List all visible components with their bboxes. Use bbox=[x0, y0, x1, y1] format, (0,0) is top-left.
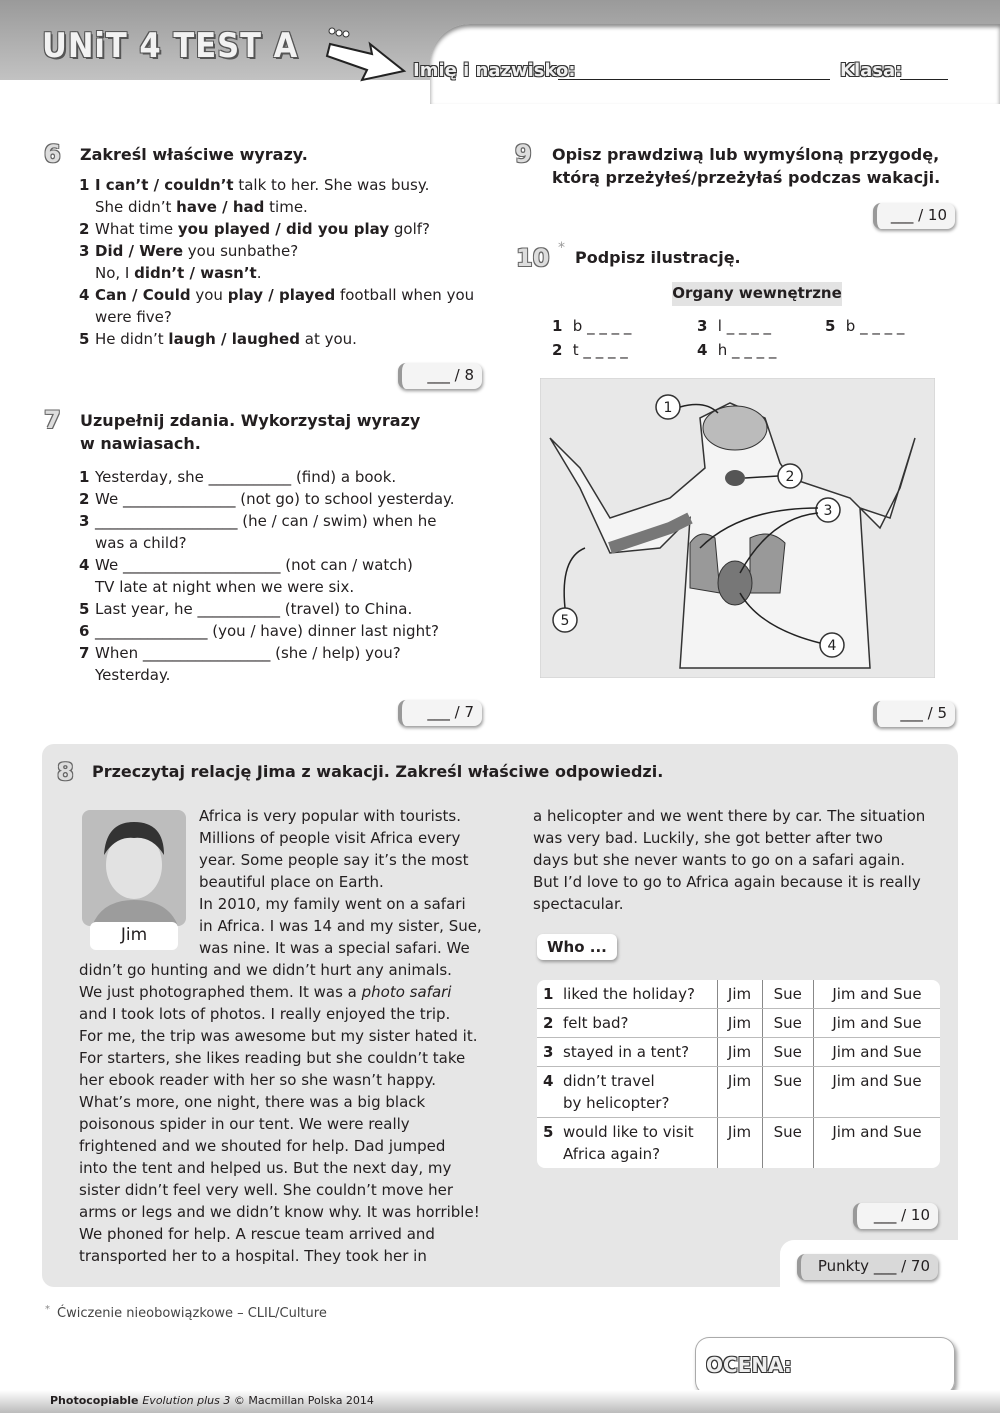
item-hint: h _ _ _ _ bbox=[717, 341, 777, 359]
callout-1: 1 bbox=[663, 400, 673, 416]
exercise-9-score: ___ / 10 bbox=[873, 203, 955, 229]
item-line bbox=[79, 328, 474, 350]
label-item bbox=[552, 315, 631, 337]
item-hint: l _ _ _ _ bbox=[717, 317, 772, 335]
passage-segment: We just photographed them. It was a bbox=[79, 983, 362, 1001]
passage-line: year. Some people say it’s the most bbox=[199, 851, 469, 869]
passage-line: Africa is very popular with tourists. bbox=[199, 807, 462, 825]
item-text: What time bbox=[95, 220, 178, 238]
optional-star: * bbox=[558, 240, 565, 256]
exercise-8-score: ___ / 10 bbox=[853, 1203, 938, 1229]
exercise-10-title: Podpisz ilustrację. bbox=[575, 248, 741, 267]
item-number: 3 bbox=[79, 512, 90, 530]
item-text: TV late at night when we were six. bbox=[95, 578, 355, 596]
item-text: were five? bbox=[95, 308, 172, 326]
item-number: 5 bbox=[825, 317, 836, 335]
exercise-number: 8 bbox=[57, 758, 74, 786]
item-line bbox=[79, 284, 474, 306]
callout-4: 4 bbox=[827, 638, 837, 654]
answer-option[interactable]: Jim and Sue bbox=[813, 1038, 940, 1067]
passage-line: frightened and we shouted for help. Dad jumped bbox=[79, 1137, 446, 1155]
passage-line: Millions of people visit Africa every bbox=[199, 829, 461, 847]
item-text: football when you bbox=[335, 286, 475, 304]
choice-option: didn’t / wasn’t bbox=[134, 264, 257, 282]
item-hint: t _ _ _ _ bbox=[572, 341, 628, 359]
table-row bbox=[537, 980, 940, 1009]
label-item bbox=[552, 339, 628, 361]
item-number: 4 bbox=[697, 341, 708, 359]
item-text: Yesterday. bbox=[95, 666, 171, 684]
passage-line: days but she never wants to go on a safari again. bbox=[533, 851, 906, 869]
passage-line: into the tent and helped us. But the next day, my bbox=[79, 1159, 452, 1177]
passage-line: poisonous spider in our tent. We were really bbox=[79, 1115, 410, 1133]
exercise-7-score: ___ / 7 bbox=[398, 700, 482, 726]
passage-line: a helicopter and we went there by car. The situation bbox=[533, 807, 926, 825]
exercise-9-title: którą przeżyłeś/przeżyłaś podczas wakacji. bbox=[552, 168, 941, 187]
footer-part: Evolution plus 3 bbox=[142, 1394, 231, 1407]
item-line bbox=[79, 174, 474, 196]
passage-line: didn’t go hunting and we didn’t hurt any animals. bbox=[79, 961, 452, 979]
exercise-number: 6 bbox=[44, 140, 61, 168]
footer-part: Photocopiable bbox=[50, 1394, 143, 1407]
answer-option[interactable]: Jim bbox=[717, 980, 762, 1009]
item-line bbox=[79, 554, 455, 576]
passage-text bbox=[533, 805, 925, 915]
passage-segment: photo safari bbox=[361, 983, 452, 1001]
choice-option: Can / Could bbox=[95, 286, 191, 304]
question-text: felt bad? bbox=[563, 1014, 629, 1032]
item-line bbox=[79, 466, 455, 488]
exercise-7-title: Uzupełnij zdania. Wykorzystaj wyrazy bbox=[80, 411, 421, 430]
question-text: didn’t travel bbox=[563, 1072, 655, 1090]
question-text: by helicopter? bbox=[563, 1094, 670, 1112]
question-cell bbox=[537, 1009, 717, 1038]
passage-line: was nine. It was a special safari. We bbox=[199, 939, 470, 957]
answer-option[interactable]: Jim and Sue bbox=[813, 1067, 940, 1118]
answer-option[interactable]: Jim and Sue bbox=[813, 1009, 940, 1038]
item-text: was a child? bbox=[95, 534, 187, 552]
item-number: 5 bbox=[79, 600, 90, 618]
passage-line: For starters, she likes reading but she couldn’t take bbox=[79, 1049, 466, 1067]
body-organs-illustration bbox=[540, 378, 935, 678]
item-line bbox=[79, 532, 455, 554]
passage-line: transported her to a hospital. They took her in bbox=[79, 1247, 427, 1265]
class-field[interactable] bbox=[900, 78, 948, 80]
footnote: Ćwiczenie nieobowiązkowe – CLIL/Culture bbox=[57, 1306, 327, 1321]
item-line bbox=[79, 642, 455, 664]
answer-table bbox=[537, 980, 940, 1168]
item-text: Last year, he ___________ (travel) to China. bbox=[95, 600, 413, 618]
passage-line: But I’d love to go to Africa again because it is really bbox=[533, 873, 921, 891]
answer-option[interactable]: Sue bbox=[762, 1009, 813, 1038]
word-box-label: Organy wewnętrzne bbox=[672, 282, 842, 306]
passage-line: sister didn’t feel very well. She couldn’t move her bbox=[79, 1181, 454, 1199]
passage-line: beautiful place on Earth. bbox=[199, 873, 384, 891]
item-number: 5 bbox=[543, 1123, 554, 1141]
answer-option[interactable]: Sue bbox=[762, 1067, 813, 1118]
item-line bbox=[79, 262, 474, 284]
item-number: 1 bbox=[543, 985, 554, 1003]
answer-option[interactable]: Jim bbox=[717, 1067, 762, 1118]
item-text: time. bbox=[264, 198, 308, 216]
item-number: 3 bbox=[697, 317, 708, 335]
item-text: . bbox=[256, 264, 262, 282]
item-text: you sunbathe? bbox=[183, 242, 299, 260]
item-line bbox=[79, 598, 455, 620]
callout-3: 3 bbox=[823, 503, 833, 519]
page-title: UNiT 4 TEST A bbox=[42, 26, 299, 66]
exercise-6-title: Zakreśl właściwe wyrazy. bbox=[80, 145, 308, 164]
who-label: Who ... bbox=[537, 934, 617, 960]
question-cell bbox=[537, 980, 717, 1009]
table-row bbox=[537, 1118, 940, 1169]
item-text: _______________ (you / have) dinner last night? bbox=[95, 622, 439, 640]
exercise-6-score: ___ / 8 bbox=[398, 363, 482, 389]
name-field[interactable] bbox=[558, 78, 830, 80]
label-item bbox=[697, 315, 771, 337]
table-row bbox=[537, 1067, 940, 1118]
item-number: 1 bbox=[552, 317, 563, 335]
answer-option[interactable]: Jim bbox=[717, 1118, 762, 1169]
item-text: at you. bbox=[299, 330, 357, 348]
passage-line: What’s more, one night, there was a big black bbox=[79, 1093, 426, 1111]
question-cell bbox=[537, 1038, 717, 1067]
callout-2: 2 bbox=[785, 469, 795, 485]
item-hint: b _ _ _ _ bbox=[845, 317, 905, 335]
item-text: No, I bbox=[95, 264, 135, 282]
choice-option: you played / did you play bbox=[177, 220, 390, 238]
passage-line: We phoned for help. A rescue team arrived and bbox=[79, 1225, 435, 1243]
item-line bbox=[79, 620, 455, 642]
item-number: 4 bbox=[79, 556, 90, 574]
item-hint: b _ _ _ _ bbox=[572, 317, 632, 335]
passage-line: was very bad. Luckily, she got better after two bbox=[533, 829, 883, 847]
item-line bbox=[79, 510, 455, 532]
passage-line: in Africa. I was 14 and my sister, Sue, bbox=[199, 917, 482, 935]
item-text: We _____________________ (not can / watch) bbox=[95, 556, 413, 574]
exercise-7-title: w nawiasach. bbox=[80, 434, 201, 453]
item-number: 2 bbox=[543, 1014, 554, 1032]
item-number: 3 bbox=[543, 1043, 554, 1061]
exercise-10-score: ___ / 5 bbox=[873, 701, 955, 727]
question-text: stayed in a tent? bbox=[563, 1043, 690, 1061]
item-text: Yesterday, she ___________ (find) a book. bbox=[95, 468, 397, 486]
item-text: He didn’t bbox=[95, 330, 169, 348]
item-text: you bbox=[190, 286, 228, 304]
item-line bbox=[79, 664, 455, 686]
choice-option: have / had bbox=[176, 198, 265, 216]
item-line bbox=[79, 488, 455, 510]
passage-text bbox=[199, 805, 482, 959]
passage-line: her ebook reader with her so she wasn’t happy. bbox=[79, 1071, 436, 1089]
item-text: We _______________ (not go) to school yesterday. bbox=[95, 490, 455, 508]
answer-option[interactable]: Sue bbox=[762, 1118, 813, 1169]
jim-photo bbox=[82, 810, 186, 926]
exercise-6-items bbox=[79, 174, 474, 350]
passage-line: and I took lots of photos. I really enjoyed the trip. bbox=[79, 1005, 451, 1023]
item-number: 2 bbox=[79, 220, 90, 238]
passage-line: In 2010, my family went on a safari bbox=[199, 895, 466, 913]
item-text: golf? bbox=[389, 220, 431, 238]
arrow-icon bbox=[322, 26, 412, 86]
question-text: would like to visit bbox=[563, 1123, 694, 1141]
item-text: ___________________ (he / can / swim) when he bbox=[95, 512, 437, 530]
exercise-9-title: Opisz prawdziwą lub wymyśloną przygodę, bbox=[552, 145, 940, 164]
item-number: 7 bbox=[79, 644, 90, 662]
item-number: 1 bbox=[79, 468, 90, 486]
item-text: talk to her. She was busy. bbox=[233, 176, 430, 194]
footer-copyright bbox=[50, 1394, 374, 1407]
answer-option[interactable]: Jim bbox=[717, 1009, 762, 1038]
grade-label: OCENA: bbox=[706, 1353, 792, 1377]
answer-option[interactable]: Sue bbox=[762, 1038, 813, 1067]
choice-option: Did / Were bbox=[95, 242, 184, 260]
passage-line bbox=[79, 981, 480, 1003]
label-item bbox=[825, 315, 904, 337]
item-number: 5 bbox=[79, 330, 90, 348]
table-row bbox=[537, 1038, 940, 1067]
item-text: She didn’t bbox=[95, 198, 177, 216]
exercise-7-items bbox=[79, 466, 455, 686]
answer-option[interactable]: Jim and Sue bbox=[813, 980, 940, 1009]
label-item bbox=[697, 339, 776, 361]
name-label: Imię i nazwisko: bbox=[413, 60, 576, 81]
item-line bbox=[79, 196, 474, 218]
exercise-8-title: Przeczytaj relację Jima z wakacji. Zakreśl właściwe odpowiedzi. bbox=[92, 762, 664, 781]
item-number: 4 bbox=[79, 286, 90, 304]
choice-option: laugh / laughed bbox=[168, 330, 300, 348]
item-number: 6 bbox=[79, 622, 90, 640]
question-cell bbox=[537, 1067, 717, 1118]
exercise-number: 7 bbox=[44, 406, 61, 434]
passage-line: For me, the trip was awesome but my sister hated it. bbox=[79, 1027, 478, 1045]
exercise-number: 9 bbox=[515, 140, 532, 168]
item-number: 1 bbox=[79, 176, 90, 194]
item-number: 3 bbox=[79, 242, 90, 260]
item-line bbox=[79, 218, 474, 240]
photo-label: Jim bbox=[90, 922, 178, 950]
question-text: liked the holiday? bbox=[563, 985, 695, 1003]
question-text: Africa again? bbox=[563, 1145, 661, 1163]
item-number: 2 bbox=[552, 341, 563, 359]
item-line bbox=[79, 240, 474, 262]
passage-line: spectacular. bbox=[533, 895, 624, 913]
passage-text bbox=[79, 959, 480, 1267]
item-line bbox=[79, 576, 455, 598]
answer-option[interactable]: Sue bbox=[762, 980, 813, 1009]
item-text: When _________________ (she / help) you? bbox=[95, 644, 401, 662]
item-line bbox=[79, 306, 474, 328]
callout-5: 5 bbox=[560, 613, 570, 629]
choice-option: play / played bbox=[227, 286, 336, 304]
choice-option: I can’t / couldn’t bbox=[95, 176, 234, 194]
question-cell bbox=[537, 1118, 717, 1169]
answer-option[interactable]: Jim and Sue bbox=[813, 1118, 940, 1169]
total-points: Punkty ___ / 70 bbox=[797, 1254, 938, 1280]
item-number: 4 bbox=[543, 1072, 554, 1090]
footnote-star: * bbox=[45, 1304, 50, 1315]
table-row bbox=[537, 1009, 940, 1038]
exercise-number: 10 bbox=[516, 244, 550, 272]
class-label: Klasa: bbox=[840, 60, 903, 81]
item-number: 2 bbox=[79, 490, 90, 508]
passage-line: arms or legs and we didn’t know why. It was horrible! bbox=[79, 1203, 480, 1221]
footer-part: © Macmillan Polska 2014 bbox=[230, 1394, 374, 1407]
answer-option[interactable]: Jim bbox=[717, 1038, 762, 1067]
